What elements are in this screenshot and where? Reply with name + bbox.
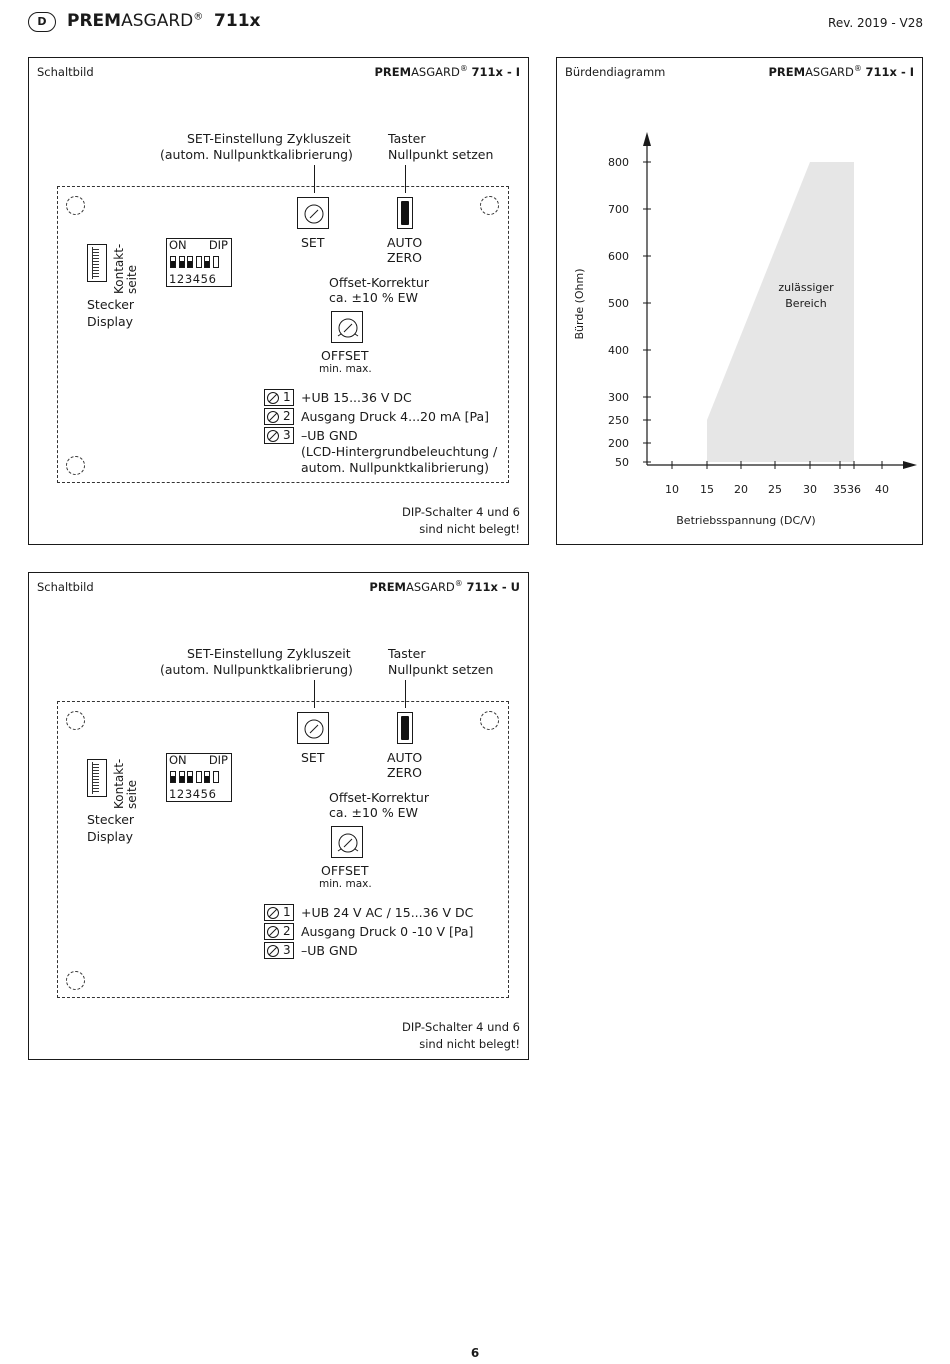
- dip-switch-3: [187, 256, 193, 268]
- x-tick-label: 15: [700, 483, 714, 496]
- x-tick-label: 36: [847, 483, 861, 496]
- wiring-panel-i: [28, 57, 529, 545]
- terminal-1-number: 1: [283, 390, 291, 404]
- mounting-hole-icon: [66, 456, 85, 475]
- set-label: SET: [301, 235, 325, 250]
- product-reg: ®: [853, 64, 862, 73]
- offset-dial: [332, 827, 364, 859]
- potentiometer-dial: [298, 198, 330, 230]
- x-axis-label: Betriebsspannung (DC/V): [676, 514, 816, 527]
- zero-label: ZERO: [387, 765, 422, 780]
- product-regular: ASGARD: [411, 64, 460, 79]
- y-tick-label: 200: [608, 437, 629, 450]
- y-tick-label: 400: [608, 344, 629, 357]
- offset-title-line1: Offset-Korrektur: [329, 790, 429, 805]
- set-title-line1: SET-Einstellung Zykluszeit: [187, 646, 351, 661]
- dip-switch-block: [166, 753, 232, 802]
- offset-potentiometer-icon: [331, 826, 363, 858]
- dip-switch-2: [179, 256, 185, 268]
- display-label: Display: [87, 314, 134, 329]
- dip-switch-6: [213, 256, 219, 268]
- seite-text: seite: [125, 779, 139, 809]
- terminal-2-icon: [264, 923, 294, 940]
- product-reg: ®: [459, 64, 468, 73]
- seite-text: seite: [125, 264, 139, 294]
- dip-switch-block: [166, 238, 232, 287]
- offset-title-line1: Offset-Korrektur: [329, 275, 429, 290]
- permissible-region: [707, 162, 854, 462]
- kontakt-seite-label: [113, 244, 139, 294]
- dip-label: DIP: [208, 238, 228, 252]
- x-tick-label: 40: [875, 483, 889, 496]
- terminal-1-text: +UB 24 V AC / 15...36 V DC: [301, 905, 474, 920]
- burden-chart: [557, 58, 922, 544]
- dip-note: [402, 1019, 520, 1053]
- panel-product: [374, 64, 520, 79]
- page-number: 6: [470, 1346, 480, 1360]
- dip-note: [402, 504, 520, 538]
- display-label: Display: [87, 829, 134, 844]
- registered-mark: ®: [193, 11, 204, 23]
- offset-title-line2: ca. ±10 % EW: [329, 290, 418, 305]
- kontakt-text: Kontakt-: [112, 243, 126, 294]
- x-tick-label: 30: [803, 483, 817, 496]
- terminal-2-number: 2: [283, 409, 291, 423]
- kontakt-text: Kontakt-: [112, 758, 126, 809]
- offset-minmax: min. max.: [319, 878, 372, 890]
- product-regular: ASGARD: [406, 579, 455, 594]
- dip-on-label: ON: [169, 238, 187, 252]
- region-label-line1: zulässiger: [778, 281, 834, 294]
- dip-note-line2: sind nicht belegt!: [419, 1037, 520, 1051]
- wiring-panel-u: [28, 572, 529, 1060]
- mounting-hole-icon: [66, 196, 85, 215]
- dip-switch-3: [187, 771, 193, 783]
- terminal-3-text: –UB GND: [301, 943, 358, 958]
- document-title: [67, 11, 261, 31]
- revision-label: Rev. 2019 - V28: [828, 16, 923, 30]
- x-tick-label: 10: [665, 483, 679, 496]
- set-potentiometer-icon: [297, 197, 329, 229]
- x-axis-arrow-icon: [903, 461, 917, 469]
- offset-label: OFFSET: [321, 863, 369, 878]
- terminal-3-text: –UB GND: [301, 428, 358, 443]
- y-tick-label: 50: [615, 456, 629, 469]
- terminal-1-text: +UB 15...36 V DC: [301, 390, 412, 405]
- terminal-2-number: 2: [283, 924, 291, 938]
- x-tick-label: 20: [734, 483, 748, 496]
- product-reg: ®: [454, 579, 463, 588]
- product-regular: ASGARD: [805, 64, 854, 79]
- zero-label: ZERO: [387, 250, 422, 265]
- mounting-hole-icon: [480, 711, 499, 730]
- set-title-line2: (autom. Nullpunktkalibrierung): [160, 662, 353, 677]
- dip-switch-1: [170, 256, 176, 268]
- terminal-1-icon: [264, 389, 294, 406]
- brand-bold: PREM: [67, 11, 122, 31]
- offset-title-line2: ca. ±10 % EW: [329, 805, 418, 820]
- taster-line1: Taster: [388, 646, 426, 661]
- product-bold: PREM: [369, 579, 406, 594]
- gnd-note-line2: autom. Nullpunktkalibrierung): [301, 460, 490, 475]
- set-potentiometer-icon: [297, 712, 329, 744]
- dip-note-line1: DIP-Schalter 4 und 6: [401, 1020, 520, 1034]
- auto-label: AUTO: [387, 750, 423, 765]
- terminal-1-icon: [264, 904, 294, 921]
- auto-label: AUTO: [387, 235, 423, 250]
- dip-switch-2: [179, 771, 185, 783]
- burden-panel: [556, 57, 923, 545]
- taster-line1: Taster: [388, 131, 426, 146]
- terminal-2-text: Ausgang Druck 4...20 mA [Pa]: [301, 409, 490, 424]
- panel-label: Schaltbild: [37, 65, 94, 79]
- y-tick-label: 300: [608, 391, 629, 404]
- terminal-3-number: 3: [283, 428, 291, 442]
- terminal-1-number: 1: [283, 905, 291, 919]
- terminal-2-icon: [264, 408, 294, 425]
- display-connector-icon: [87, 759, 107, 797]
- y-axis-label: Bürde (Ohm): [573, 268, 586, 340]
- y-tick-label: 500: [608, 297, 629, 310]
- x-tick-label: 35: [833, 483, 847, 496]
- dip-label: DIP: [208, 753, 228, 767]
- mounting-hole-icon: [66, 971, 85, 990]
- dip-numbers: 123456: [169, 272, 217, 286]
- stecker-label: Stecker: [87, 812, 135, 827]
- mounting-hole-icon: [480, 196, 499, 215]
- mounting-hole-icon: [66, 711, 85, 730]
- offset-dial: [332, 312, 364, 344]
- display-connector-icon: [87, 244, 107, 282]
- model-number: 711x: [214, 11, 261, 31]
- gnd-note-line1: (LCD-Hintergrundbeleuchtung /: [301, 444, 498, 459]
- stecker-label: Stecker: [87, 297, 135, 312]
- set-title-line1: SET-Einstellung Zykluszeit: [187, 131, 351, 146]
- panel-product: [369, 579, 520, 594]
- y-tick-label: 800: [608, 156, 629, 169]
- set-label: SET: [301, 750, 325, 765]
- product-suffix: 711x - I: [471, 64, 520, 79]
- dip-switch-4: [196, 256, 202, 268]
- y-axis-arrow-icon: [643, 132, 651, 146]
- terminal-2-text: Ausgang Druck 0 -10 V [Pa]: [301, 924, 474, 939]
- product-bold: PREM: [768, 64, 806, 79]
- y-tick-label: 250: [608, 414, 629, 427]
- y-tick-label: 600: [608, 250, 629, 263]
- x-tick-label: 25: [768, 483, 782, 496]
- offset-potentiometer-icon: [331, 311, 363, 343]
- terminal-3-icon: [264, 942, 294, 959]
- burden-label: Bürdendiagramm: [565, 65, 666, 79]
- dip-switch-5: [204, 771, 210, 783]
- set-title-line2: (autom. Nullpunktkalibrierung): [160, 147, 353, 162]
- dip-note-line1: DIP-Schalter 4 und 6: [401, 505, 520, 519]
- auto-zero-button-icon: [397, 197, 413, 229]
- dip-note-line2: sind nicht belegt!: [419, 522, 520, 536]
- taster-line2: Nullpunkt setzen: [388, 147, 494, 162]
- language-badge: D: [28, 12, 56, 32]
- region-label-line2: Bereich: [785, 297, 827, 310]
- y-tick-label: 700: [608, 203, 629, 216]
- product-suffix: 711x - I: [865, 64, 914, 79]
- dip-on-label: ON: [169, 753, 187, 767]
- taster-line2: Nullpunkt setzen: [388, 662, 494, 677]
- dip-switch-1: [170, 771, 176, 783]
- offset-label: OFFSET: [321, 348, 369, 363]
- terminal-3-number: 3: [283, 943, 291, 957]
- brand-regular: ASGARD: [121, 11, 194, 31]
- panel-label: Schaltbild: [37, 580, 94, 594]
- kontakt-seite-label: [113, 759, 139, 809]
- product-bold: PREM: [374, 64, 412, 79]
- offset-minmax: min. max.: [319, 363, 372, 375]
- potentiometer-dial: [298, 713, 330, 745]
- dip-switch-4: [196, 771, 202, 783]
- auto-zero-button-icon: [397, 712, 413, 744]
- dip-numbers: 123456: [169, 787, 217, 801]
- product-suffix: 711x - U: [466, 579, 520, 594]
- dip-switch-5: [204, 256, 210, 268]
- dip-switch-6: [213, 771, 219, 783]
- terminal-3-icon: [264, 427, 294, 444]
